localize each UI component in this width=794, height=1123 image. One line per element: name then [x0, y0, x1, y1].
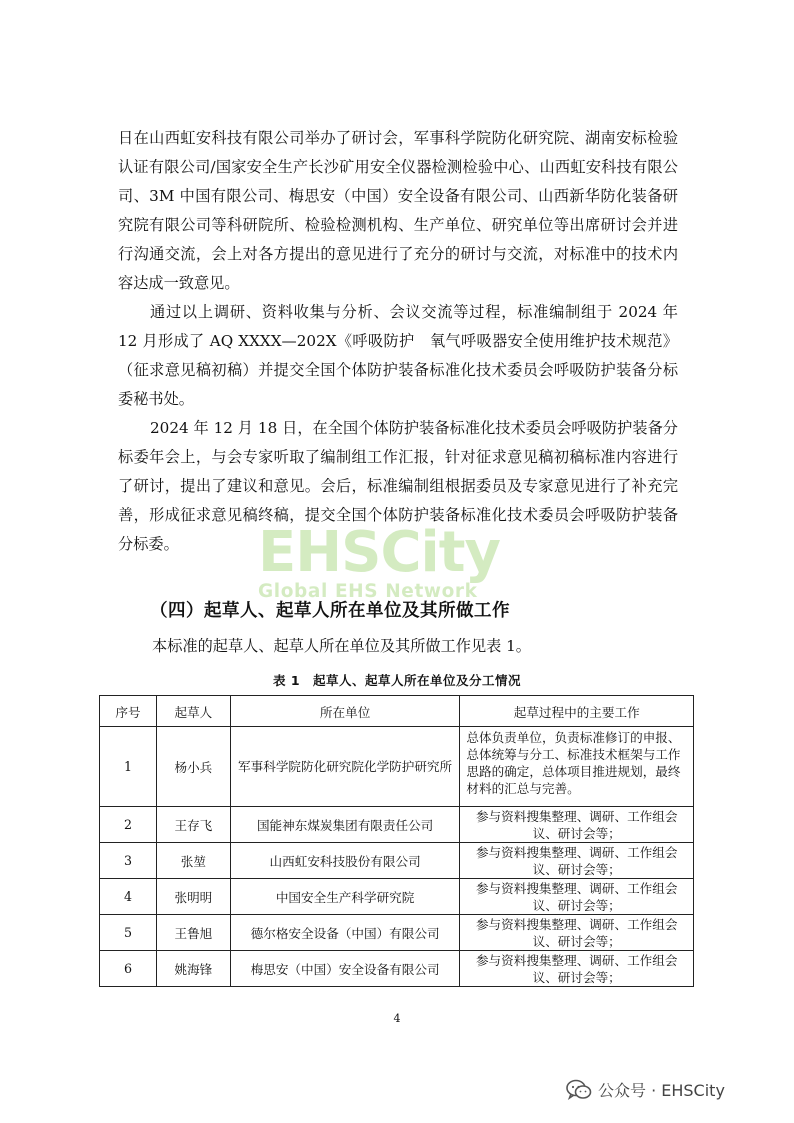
- cell-drafter: 张堃: [156, 843, 230, 879]
- table-row: [100, 951, 694, 987]
- table-caption: 表 1 起草人、起草人所在单位及分工情况: [272, 673, 522, 688]
- cell-drafter: 王存飞: [156, 807, 230, 843]
- cell-number: 1: [100, 727, 157, 807]
- header-cell: 所在单位: [230, 696, 460, 727]
- paragraph: 通过以上调研、资料收集与分析、会议交流等过程，标准编制组于 2024 年 12 月形成了 AQ XXXX—202X《呼吸防护 氧气呼吸器安全使用维护技术规范》（征求意见稿初稿）并提交全国个体防护装备标准化技术委员会呼吸防护装备分标委秘书处。: [118, 303, 678, 408]
- wechat-icon: [566, 1079, 592, 1101]
- body-text: [118, 124, 678, 559]
- table-row: [100, 843, 694, 879]
- paragraph: 2024 年 12 月 18 日，在全国个体防护装备标准化技术委员会呼吸防护装备分标委年会上，与会专家听取了编制组工作汇报，针对征求意见稿初稿标准内容进行了研讨，提出了建议和意见。会后，标准编制组根据委员及专家意见进行了补充完善，形成征求意见稿终稿，提交全国个体防护装备标准化技术委员会呼吸防护装备分标委。: [118, 419, 678, 553]
- cell-number: 3: [100, 843, 157, 879]
- cell-work: 总体负责单位，负责标准修订的申报、总体统筹与分工、标准技术框架与工作思路的确定，总体项目推进规划，最终材料的汇总与完善。: [460, 727, 694, 807]
- cell-number: 2: [100, 807, 157, 843]
- section-heading: （四）起草人、起草人所在单位及其所做工作: [150, 601, 510, 621]
- header-cell: 起草过程中的主要工作: [460, 696, 694, 727]
- cell-work: 参与资料搜集整理、调研、工作组会议、研讨会等；: [460, 951, 694, 987]
- header-cell: 起草人: [156, 696, 230, 727]
- paragraph: 日在山西虹安科技有限公司举办了研讨会，军事科学院防化研究院、湖南安标检验认证有限公司/国家安全生产长沙矿用安全仪器检测检验中心、山西虹安科技有限公司、3M 中国有限公司、梅思安（中国）安全设备有限公司、山西新华防化装备研究院有限公司等科研院所、检验检测机构、生产单位、研究单位等出席研讨会并进行沟通交流，会上对各方提出的意见进行了充分的研讨与交流，对标准中的技术内容达成一致意见。: [118, 129, 678, 292]
- footer-brand: [566, 1078, 725, 1101]
- cell-unit: 德尔格安全设备（中国）有限公司: [230, 915, 460, 951]
- watermark-logo-text: EHSCity: [258, 520, 501, 585]
- table-row: [100, 807, 694, 843]
- intro-text: 本标准的起草人、起草人所在单位及其所做工作见表 1。: [152, 637, 531, 655]
- drafters-table: [99, 695, 694, 987]
- table-row: [100, 915, 694, 951]
- table-row: [100, 879, 694, 915]
- cell-drafter: 姚海锋: [156, 951, 230, 987]
- cell-number: 6: [100, 951, 157, 987]
- cell-drafter: 张明明: [156, 879, 230, 915]
- cell-unit: 军事科学院防化研究院化学防护研究所: [230, 727, 460, 807]
- page-number: 4: [393, 1012, 401, 1025]
- header-cell: 序号: [100, 696, 157, 727]
- cell-unit: 山西虹安科技股份有限公司: [230, 843, 460, 879]
- watermark-subtitle: Global EHS Network: [258, 581, 478, 602]
- cell-unit: 中国安全生产科学研究院: [230, 879, 460, 915]
- cell-drafter: 杨小兵: [156, 727, 230, 807]
- footer-brand-text: 公众号 · EHSCity: [598, 1081, 725, 1100]
- cell-work: 参与资料搜集整理、调研、工作组会议、研讨会等；: [460, 843, 694, 879]
- table-row: [100, 727, 694, 807]
- cell-work: 参与资料搜集整理、调研、工作组会议、研讨会等；: [460, 807, 694, 843]
- cell-work: 参与资料搜集整理、调研、工作组会议、研讨会等；: [460, 915, 694, 951]
- cell-number: 4: [100, 879, 157, 915]
- cell-drafter: 王鲁旭: [156, 915, 230, 951]
- cell-unit: 国能神东煤炭集团有限责任公司: [230, 807, 460, 843]
- table-header-row: [100, 696, 694, 727]
- cell-unit: 梅思安（中国）安全设备有限公司: [230, 951, 460, 987]
- cell-work: 参与资料搜集整理、调研、工作组会议、研讨会等；: [460, 879, 694, 915]
- cell-number: 5: [100, 915, 157, 951]
